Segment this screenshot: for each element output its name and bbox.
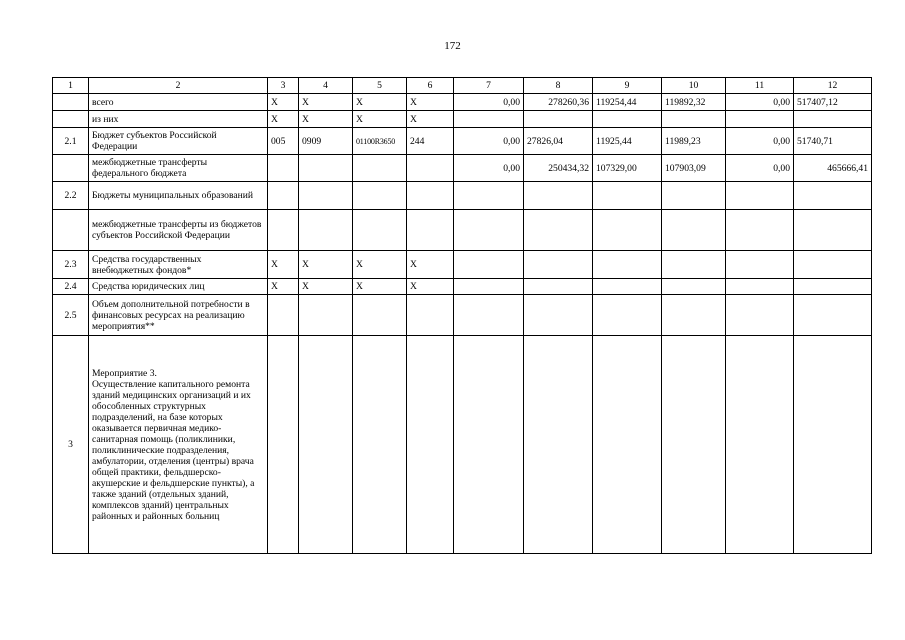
cell [353,210,407,251]
measure-description: Осуществление капитального ремонта зданий медицинских организаций и их обособленных структурных подразделений, на базе которых оказывается первичная медико-санитарная помощь (поликлиники, поликлинические подразделения, амбулатории, отделения (центры) врача общей практики, фельдшерско-акушерские и фельдшерские пункты), а также зданий (отдельных зданий, комплексов зданий) центральных районных и районных больниц [92,378,255,522]
row-number: 2.1 [53,128,89,155]
row-number [53,111,89,128]
cell: 244 [407,128,454,155]
cell: Х [268,94,299,111]
cell [353,336,407,554]
cell [726,111,794,128]
cell [299,155,353,182]
column-header: 6 [407,78,454,94]
cell: 107329,00 [593,155,662,182]
row-label: Бюджет субъектов Российской Федерации [89,128,268,155]
cell [726,251,794,279]
table-row [53,128,872,155]
cell [794,336,872,554]
cell [268,210,299,251]
cell [662,182,726,210]
table-row [53,210,872,251]
row-number: 2.3 [53,251,89,279]
cell: 119892,32 [662,94,726,111]
cell: Х [299,251,353,279]
cell [454,336,524,554]
cell: Х [353,251,407,279]
table-row [53,94,872,111]
table-header-row [53,78,872,94]
table-row [53,279,872,295]
row-label: межбюджетные трансферты федерального бюджета [89,155,268,182]
cell [662,295,726,336]
column-header: 3 [268,78,299,94]
cell [454,210,524,251]
cell: Х [268,111,299,128]
row-number [53,94,89,111]
cell [524,279,593,295]
cell: Х [407,94,454,111]
cell [299,295,353,336]
cell [268,295,299,336]
cell: 11989,23 [662,128,726,155]
cell: Х [268,251,299,279]
cell [662,111,726,128]
cell [593,251,662,279]
cell [593,210,662,251]
cell: 250434,32 [524,155,593,182]
cell: 0,00 [726,155,794,182]
column-header: 2 [89,78,268,94]
column-header: 12 [794,78,872,94]
cell: 01100R3650 [353,128,407,155]
cell [593,279,662,295]
column-header: 5 [353,78,407,94]
row-number: 3 [53,336,89,554]
table-row [53,155,872,182]
cell: Х [407,111,454,128]
cell [268,155,299,182]
column-header: 4 [299,78,353,94]
cell: 0,00 [726,128,794,155]
cell [268,182,299,210]
cell [407,295,454,336]
cell [726,295,794,336]
row-number: 2.2 [53,182,89,210]
cell [524,251,593,279]
cell [524,336,593,554]
cell [407,210,454,251]
cell [593,182,662,210]
cell [353,182,407,210]
cell [299,336,353,554]
cell [662,279,726,295]
cell: 465666,41 [794,155,872,182]
cell [524,210,593,251]
cell: 005 [268,128,299,155]
cell [454,251,524,279]
column-header: 8 [524,78,593,94]
page-number: 172 [444,40,461,52]
cell: 0,00 [454,155,524,182]
cell [454,295,524,336]
cell [524,295,593,336]
budget-table [52,77,872,554]
row-label: всего [89,94,268,111]
cell: Х [407,279,454,295]
cell [454,182,524,210]
row-label: из них [89,111,268,128]
cell [353,155,407,182]
column-header: 7 [454,78,524,94]
cell: 0,00 [726,94,794,111]
row-number: 2.4 [53,279,89,295]
cell: 0909 [299,128,353,155]
cell [726,279,794,295]
cell [454,279,524,295]
cell [353,295,407,336]
row-number [53,155,89,182]
row-label: межбюджетные трансферты из бюджетов субъектов Российской Федерации [89,210,268,251]
cell [794,210,872,251]
cell [407,182,454,210]
column-header: 11 [726,78,794,94]
row-label: Средства юридических лиц [89,279,268,295]
cell [593,295,662,336]
table-row [53,111,872,128]
cell [662,336,726,554]
cell: 27826,04 [524,128,593,155]
cell: Х [353,111,407,128]
cell [794,111,872,128]
cell [662,210,726,251]
cell [454,111,524,128]
cell: 278260,36 [524,94,593,111]
cell [407,336,454,554]
cell: 119254,44 [593,94,662,111]
cell [524,182,593,210]
row-label: Объем дополнительной потребности в финансовых ресурсах на реализацию мероприятия** [89,295,268,336]
table-row [53,182,872,210]
cell: 107903,09 [662,155,726,182]
cell [299,182,353,210]
cell [593,111,662,128]
cell: Х [353,279,407,295]
cell [794,295,872,336]
cell [407,155,454,182]
cell [794,251,872,279]
cell: 11925,44 [593,128,662,155]
cell: Х [299,94,353,111]
cell: 0,00 [454,94,524,111]
column-header: 9 [593,78,662,94]
cell: 51740,71 [794,128,872,155]
cell [794,279,872,295]
cell: 0,00 [454,128,524,155]
row-label: Бюджеты муниципальных образований [89,182,268,210]
cell: 517407,12 [794,94,872,111]
cell [794,182,872,210]
cell [726,336,794,554]
row-number: 2.5 [53,295,89,336]
column-header: 10 [662,78,726,94]
cell [593,336,662,554]
row-label [89,336,268,554]
table-row [53,295,872,336]
column-header: 1 [53,78,89,94]
cell: Х [353,94,407,111]
cell: Х [268,279,299,295]
cell [524,111,593,128]
cell: Х [299,111,353,128]
cell: Х [299,279,353,295]
cell [299,210,353,251]
cell [662,251,726,279]
cell: Х [407,251,454,279]
cell [726,182,794,210]
cell [268,336,299,554]
row-number [53,210,89,251]
measure-title: Мероприятие 3. [92,367,157,379]
row-label: Средства государственных внебюджетных фондов* [89,251,268,279]
table-row [53,336,872,554]
cell [726,210,794,251]
table-row [53,251,872,279]
